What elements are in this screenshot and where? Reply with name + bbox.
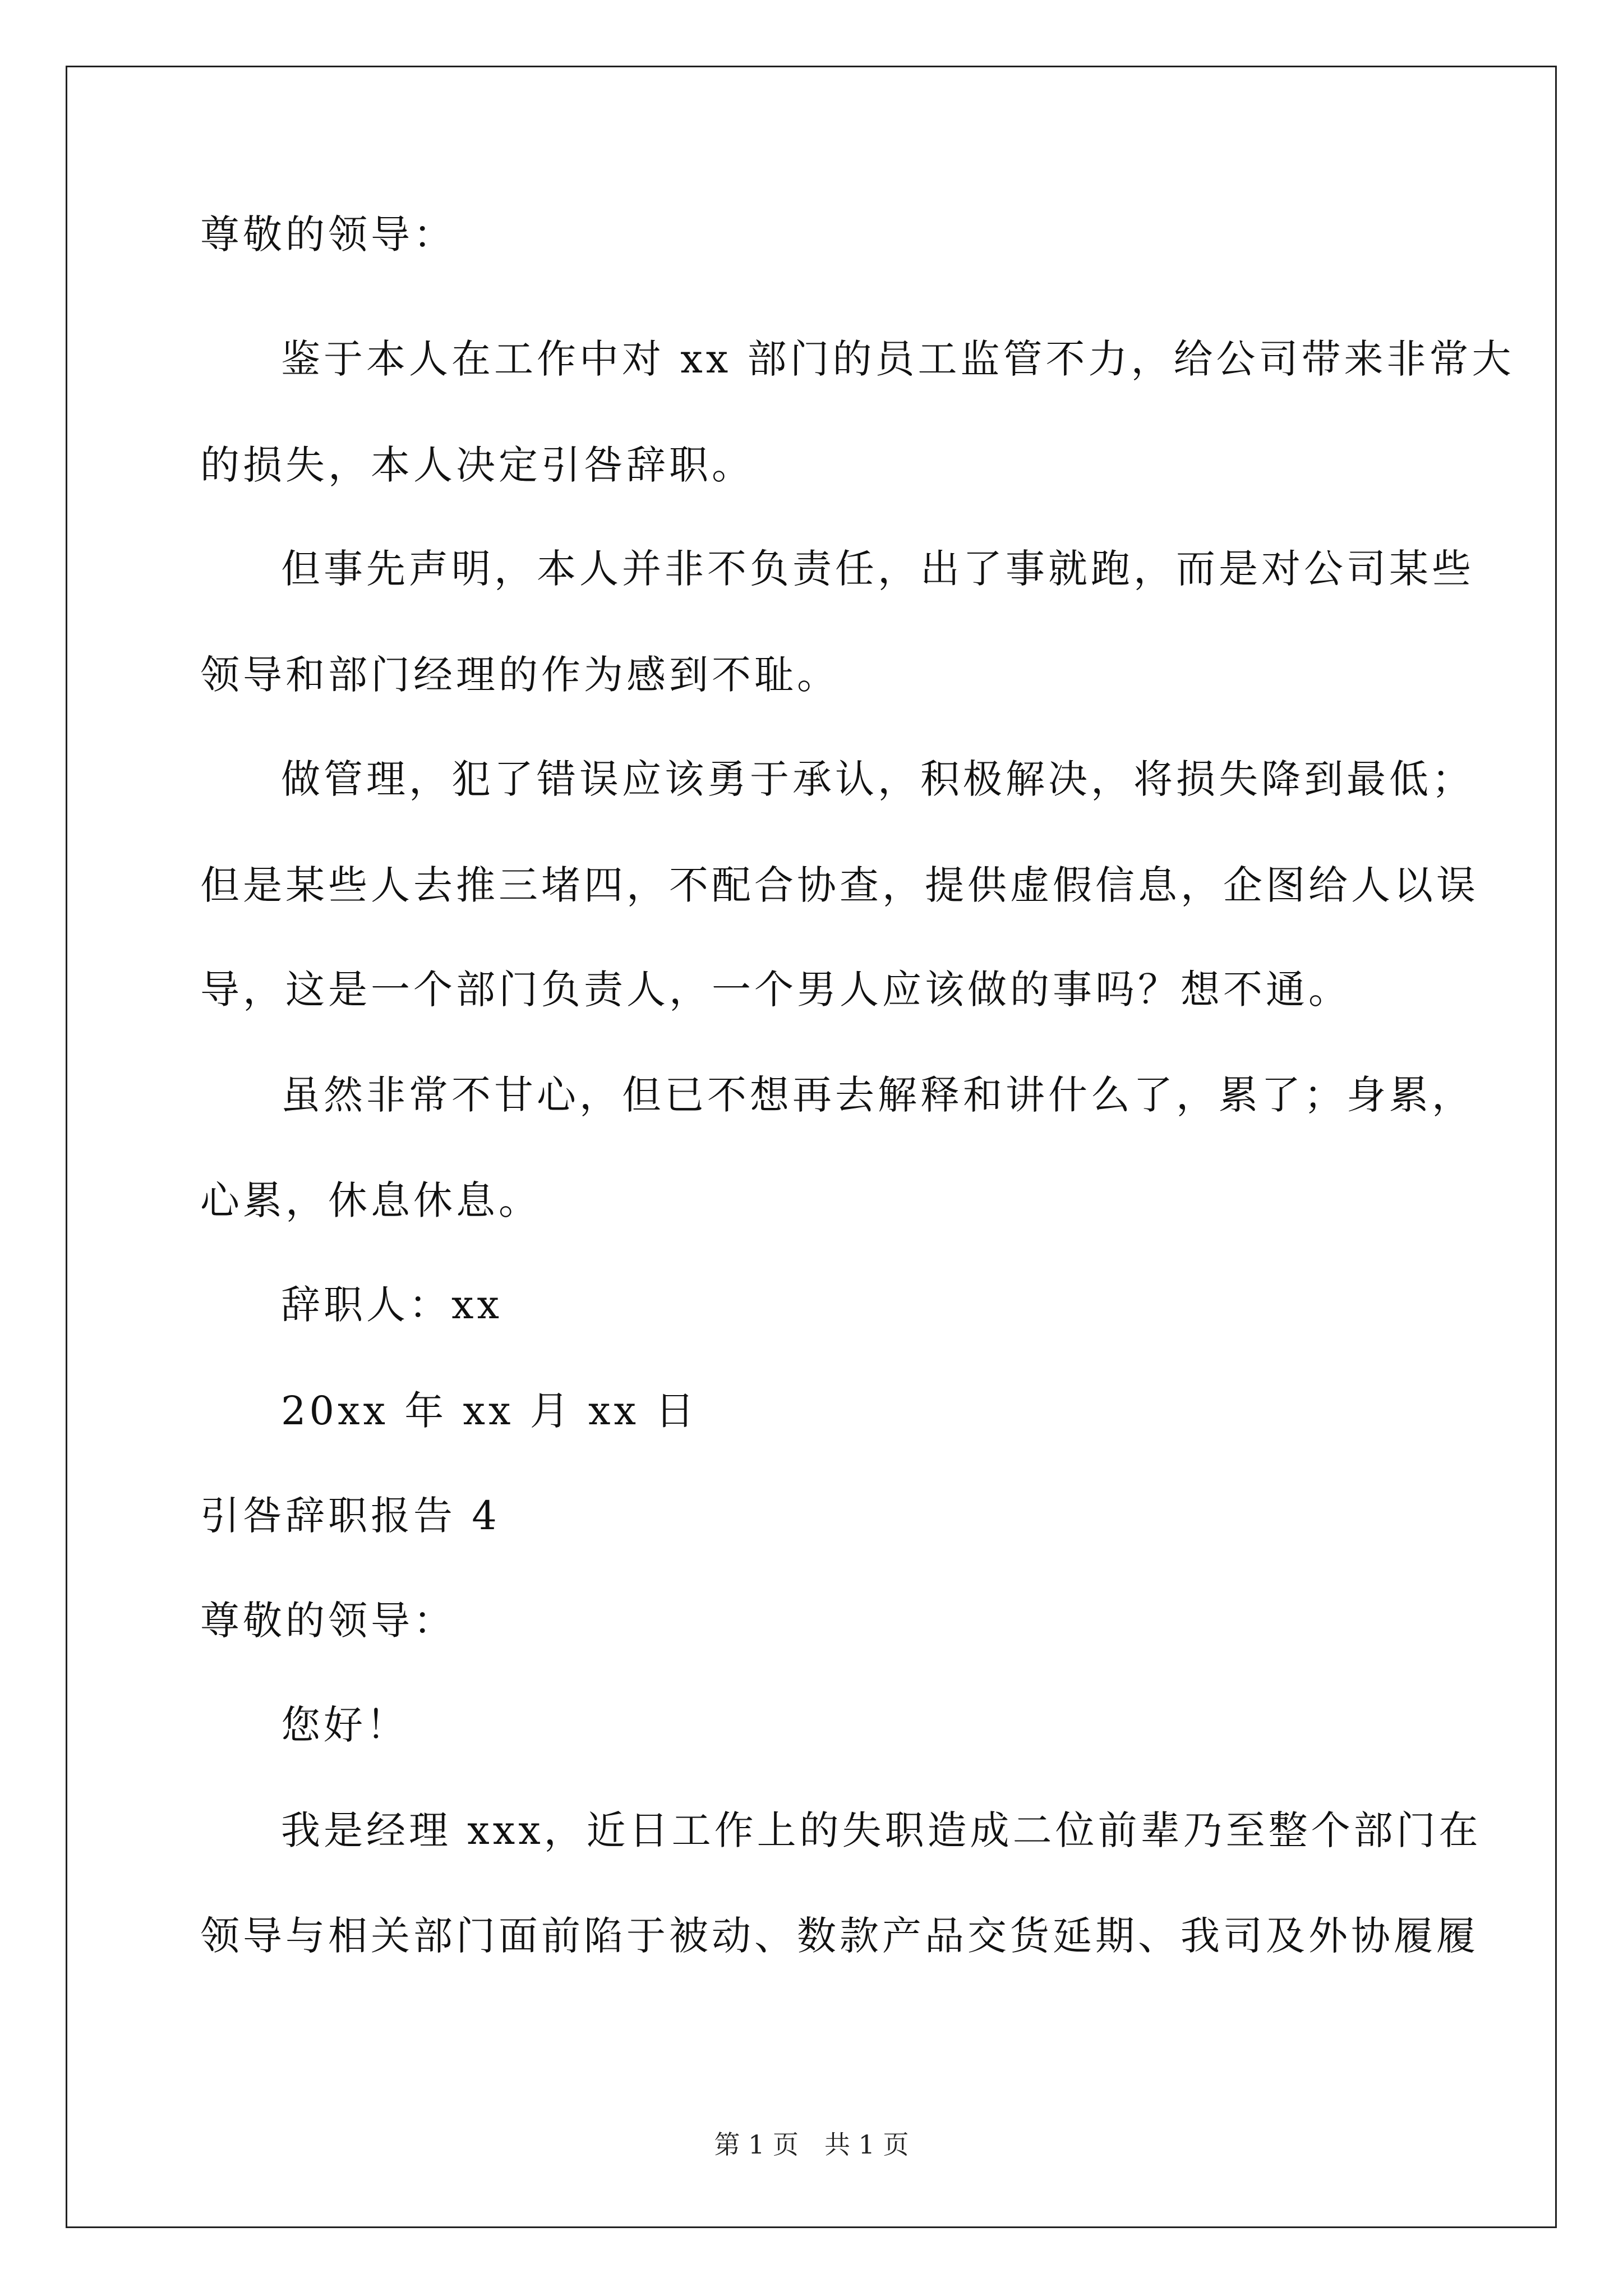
- paragraph-line: 领导和部门经理的作为感到不耻。: [200, 652, 840, 698]
- greeting: 您好！: [281, 1702, 409, 1748]
- date-line: 20xx 年 xx 月 xx 日: [281, 1388, 698, 1434]
- section-title: 引咎辞职报告 4: [200, 1493, 500, 1539]
- paragraph-line: 的损失，本人决定引咎辞职。: [200, 442, 754, 488]
- salutation: 尊敬的领导：: [200, 1598, 456, 1644]
- paragraph-line: 我是经理 xxx，近日工作上的失职造成二位前辈乃至整个部门在: [281, 1807, 1482, 1853]
- paragraph-line: 但事先声明，本人并非不负责任，出了事就跑，而是对公司某些: [281, 546, 1474, 592]
- paragraph-line: 领导与相关部门面前陷于被动、数款产品交货延期、我司及外协履履: [200, 1913, 1479, 1959]
- paragraph-line: 导，这是一个部门负责人，一个男人应该做的事吗？想不通。: [200, 967, 1351, 1013]
- paragraph-line: 虽然非常不甘心，但已不想再去解释和讲什么了，累了；身累，: [281, 1072, 1474, 1118]
- paragraph-line: 鉴于本人在工作中对 xx 部门的员工监管不力，给公司带来非常大: [281, 336, 1515, 382]
- paragraph-line: 心累，休息休息。: [200, 1177, 541, 1223]
- salutation: 尊敬的领导：: [200, 211, 456, 257]
- paragraph-line: 做管理，犯了错误应该勇于承认，积极解决，将损失降到最低；: [281, 756, 1474, 802]
- page-border: [66, 66, 1557, 2228]
- paragraph-line: 但是某些人去推三堵四，不配合协查，提供虚假信息，企图给人以误: [200, 862, 1479, 908]
- signature-line: 辞职人：xx: [281, 1282, 502, 1328]
- page-footer: 第 1 页 共 1 页: [714, 2129, 909, 2160]
